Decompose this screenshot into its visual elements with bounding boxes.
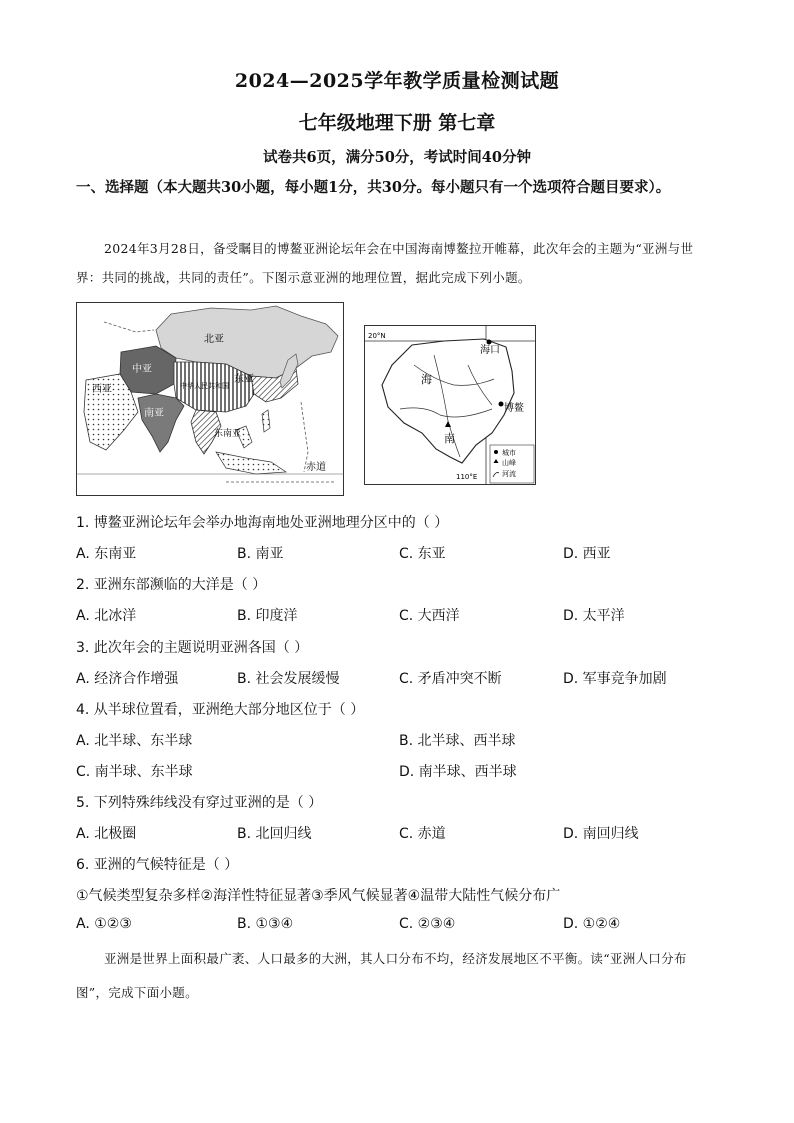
- q3-option-d[interactable]: D. 军事竞争加剧: [563, 671, 667, 687]
- label-central-asia: 中亚: [132, 364, 152, 375]
- boao-city-marker: [499, 402, 504, 407]
- exam-title: 2024—2025学年教学质量检测试题: [234, 70, 560, 92]
- asia-location-map: [76, 302, 344, 496]
- q6-option-b[interactable]: B. ①③④: [237, 916, 294, 932]
- haikou-city-marker: [487, 340, 492, 345]
- question-2-stem: 2. 亚洲东部濒临的大洋是（ ）: [76, 577, 267, 593]
- q2-option-c[interactable]: C. 大西洋: [399, 608, 460, 624]
- q4-option-d[interactable]: D. 南半球、西半球: [399, 764, 517, 780]
- label-equator: 赤道: [306, 462, 326, 473]
- label-south-asia: 南亚: [144, 408, 164, 419]
- question-6-stem: 6. 亚洲的气候特征是（ ）: [76, 857, 239, 873]
- q4-option-c[interactable]: C. 南半球、东半球: [76, 764, 193, 780]
- q2-option-b[interactable]: B. 印度洋: [237, 608, 298, 624]
- label-haikou: 海口: [480, 345, 500, 356]
- lon-label: 110°E: [456, 473, 478, 481]
- label-east-asia: 东亚: [234, 374, 254, 385]
- q5-option-d[interactable]: D. 南回归线: [563, 826, 639, 842]
- legend-river: 河流: [502, 470, 516, 478]
- exam-info: 试卷共6页，满分50分，考试时间40分钟: [263, 149, 531, 166]
- label-boao: 博鳌: [504, 403, 524, 414]
- q2-option-a[interactable]: A. 北冰洋: [76, 608, 137, 624]
- q4-option-b[interactable]: B. 北半球、西半球: [399, 733, 516, 749]
- q3-option-a[interactable]: A. 经济合作增强: [76, 671, 179, 687]
- q5-option-a[interactable]: A. 北极圈: [76, 826, 137, 842]
- passage-1: 2024年3月28日，备受瞩目的博鳌亚洲论坛年会在中国海南博鳌拉开帷幕，此次年会的主题为“亚洲与世界：共同的挑战，共同的责任”。下图示意亚洲的地理位置，据此完成下列小题。: [76, 241, 694, 285]
- lat-label: 20°N: [368, 332, 386, 340]
- label-west-asia: 西亚: [92, 384, 112, 395]
- question-5-stem: 5. 下列特殊纬线没有穿过亚洲的是（ ）: [76, 795, 323, 811]
- legend-peak: 山峰: [502, 459, 516, 467]
- label-southeast-asia: 东南亚: [214, 429, 242, 439]
- q6-option-d[interactable]: D. ①②④: [563, 916, 621, 932]
- q1-option-c[interactable]: C. 东亚: [399, 546, 446, 562]
- question-4-stem: 4. 从半球位置看，亚洲绝大部分地区位于（ ）: [76, 702, 365, 718]
- q2-option-d[interactable]: D. 太平洋: [563, 608, 625, 624]
- hainan-map: [364, 325, 536, 485]
- section-heading: 一、选择题（本大题共30小题，每小题1分，共30分。每小题只有一个选项符合题目要求）。: [76, 179, 671, 196]
- q6-option-a[interactable]: A. ①②③: [76, 916, 132, 932]
- q3-option-b[interactable]: B. 社会发展缓慢: [237, 671, 340, 687]
- q1-option-d[interactable]: D. 西亚: [563, 546, 611, 562]
- exam-subtitle: 七年级地理下册 第七章: [298, 112, 496, 134]
- q3-option-c[interactable]: C. 矛盾冲突不断: [399, 671, 502, 687]
- question-3-stem: 3. 此次年会的主题说明亚洲各国（ ）: [76, 640, 309, 656]
- q4-option-a[interactable]: A. 北半球、东半球: [76, 733, 193, 749]
- question-1-stem: 1. 博鳌亚洲论坛年会举办地海南地处亚洲地理分区中的（ ）: [76, 515, 449, 531]
- legend-city: 城市: [502, 449, 516, 457]
- passage-2: 亚洲是世界上面积最广袤、人口最多的大洲，其人口分布不均，经济发展地区不平衡。读“亚洲人口分布图”，完成下面小题。: [76, 951, 687, 1000]
- label-north-asia: 北亚: [204, 334, 224, 345]
- q6-option-c[interactable]: C. ②③④: [399, 916, 456, 932]
- label-nan: 南: [444, 432, 455, 445]
- label-hai: 海: [421, 373, 432, 386]
- label-china: 中华人民共和国: [180, 382, 229, 390]
- question-6-statement: ①气候类型复杂多样②海洋性特征显著③季风气候显著④温带大陆性气候分布广: [76, 888, 561, 904]
- q5-option-b[interactable]: B. 北回归线: [237, 826, 312, 842]
- q1-option-b[interactable]: B. 南亚: [237, 546, 284, 562]
- q1-option-a[interactable]: A. 东南亚: [76, 546, 137, 562]
- map-legend: [490, 445, 534, 483]
- q5-option-c[interactable]: C. 赤道: [399, 826, 446, 842]
